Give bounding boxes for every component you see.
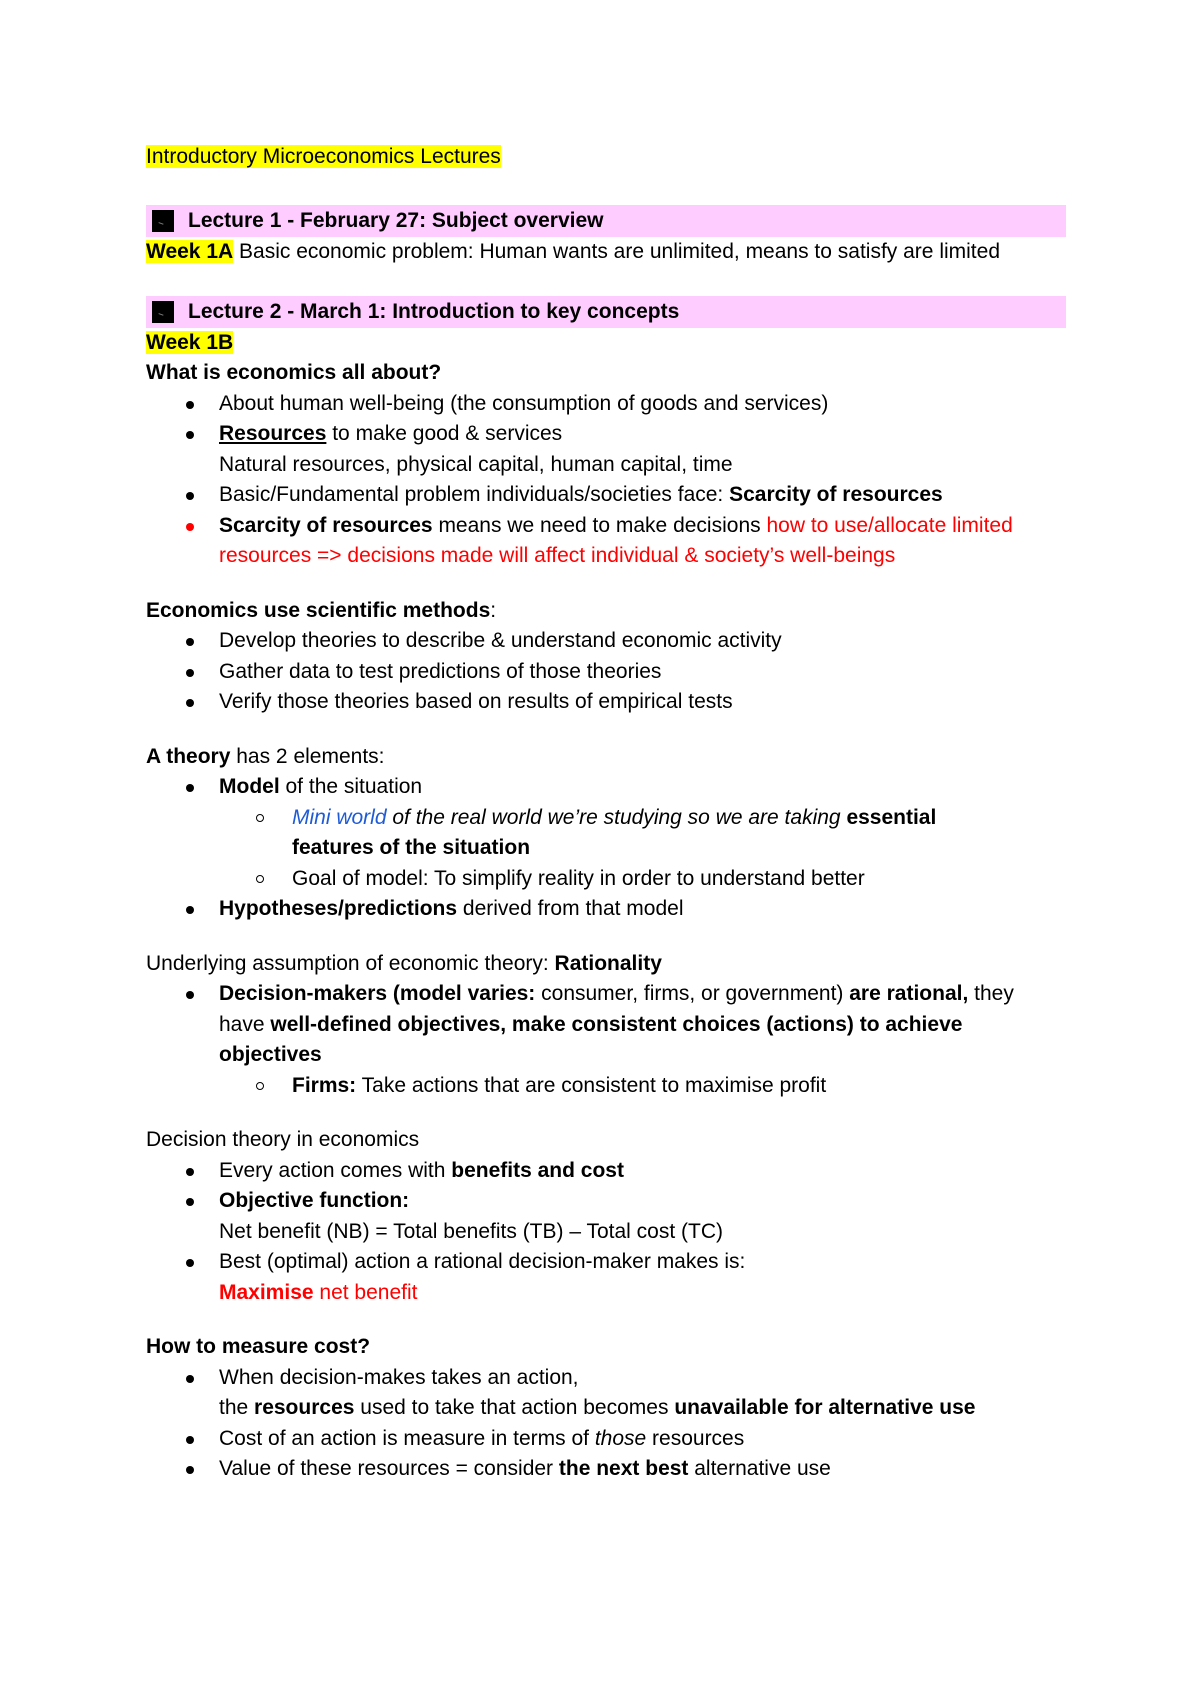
week-1b-line (146, 328, 1066, 359)
sub-list (146, 803, 1066, 895)
bullet-list (146, 389, 1066, 572)
list-item: When decision-makes takes an action, the resources used to take that action becomes unavailable for alternative use (146, 1363, 1066, 1424)
list-item: Develop theories to describe & understand economic activity (146, 626, 1066, 657)
lecture-1-title: Lecture 1 - February 27: Subject overview (188, 209, 604, 232)
section-heading: Underlying assumption of economic theory: Rationality (146, 951, 662, 975)
doc-title: Introductory Microeconomics Lectures (146, 145, 501, 168)
sub-item: Goal of model: To simplify reality in order to understand better (146, 864, 1066, 895)
toggle-icon[interactable] (152, 210, 174, 232)
list-item: Verify those theories based on results of empirical tests (146, 687, 1066, 718)
sub-item: Mini world of the real world we’re studying so we are taking essential features of the situation (146, 803, 1066, 864)
lecture-1-header (146, 205, 1066, 237)
doc-title-line (146, 142, 1066, 173)
list-item: Decision-makers (model varies: consumer, firms, or government) are rational, they have well-defined objectives, make consistent choices (actions) to achieve objectives Firms: Take actions that are consistent to maximise profit (146, 979, 1066, 1101)
week-1b-label: Week 1B (146, 330, 234, 354)
bullet-list (146, 1363, 1066, 1485)
list-item: Cost of an action is measure in terms of those resources (146, 1424, 1066, 1455)
list-item: Model of the situation Mini world of the real world we’re studying so we are taking essential features of the situation Goal of model: To simplify reality in order to understand better (146, 772, 1066, 894)
week-1a-text: Basic economic problem: Human wants are unlimited, means to satisfy are limited (239, 240, 1000, 263)
section-heading: What is economics all about? (146, 361, 442, 384)
list-item: Objective function: Net benefit (NB) = Total benefits (TB) – Total cost (TC) (146, 1186, 1066, 1247)
lecture-1-summary (146, 237, 1066, 268)
toggle-icon[interactable] (152, 301, 174, 323)
list-item: Gather data to test predictions of those theories (146, 657, 1066, 688)
sub-list (146, 1071, 1066, 1102)
bullet-list (146, 772, 1066, 925)
sub-item: Firms: Take actions that are consistent to maximise profit (146, 1071, 1066, 1102)
section-heading: A theory has 2 elements: (146, 744, 385, 768)
list-item: Best (optimal) action a rational decision-maker makes is: Maximise net benefit (146, 1247, 1066, 1308)
week-1a-label: Week 1A (146, 240, 234, 263)
bullet-list (146, 626, 1066, 718)
list-item: Every action comes with benefits and cost (146, 1156, 1066, 1187)
bullet-list (146, 1156, 1066, 1309)
section-heading: How to measure cost? (146, 1335, 371, 1358)
bullet-list (146, 979, 1066, 1101)
lecture-2-header (146, 296, 1066, 328)
list-item: Basic/Fundamental problem individuals/societies face: Scarcity of resources (146, 480, 1066, 511)
list-item: Hypotheses/predictions derived from that model (146, 894, 1066, 925)
section-heading: Decision theory in economics (146, 1128, 420, 1151)
section-heading: Economics use scientific methods: (146, 598, 497, 622)
document-body (146, 142, 1066, 1485)
list-item: About human well-being (the consumption of goods and services) (146, 389, 1066, 420)
list-item: Value of these resources = consider the next best alternative use (146, 1454, 1066, 1485)
lecture-2-title: Lecture 2 - March 1: Introduction to key concepts (188, 299, 680, 323)
list-item: Scarcity of resources means we need to make decisions how to use/allocate limited resources => decisions made will affect individual & society’s well-beings (146, 511, 1066, 572)
list-item: Resources to make good & services Natural resources, physical capital, human capital, time (146, 419, 1066, 480)
